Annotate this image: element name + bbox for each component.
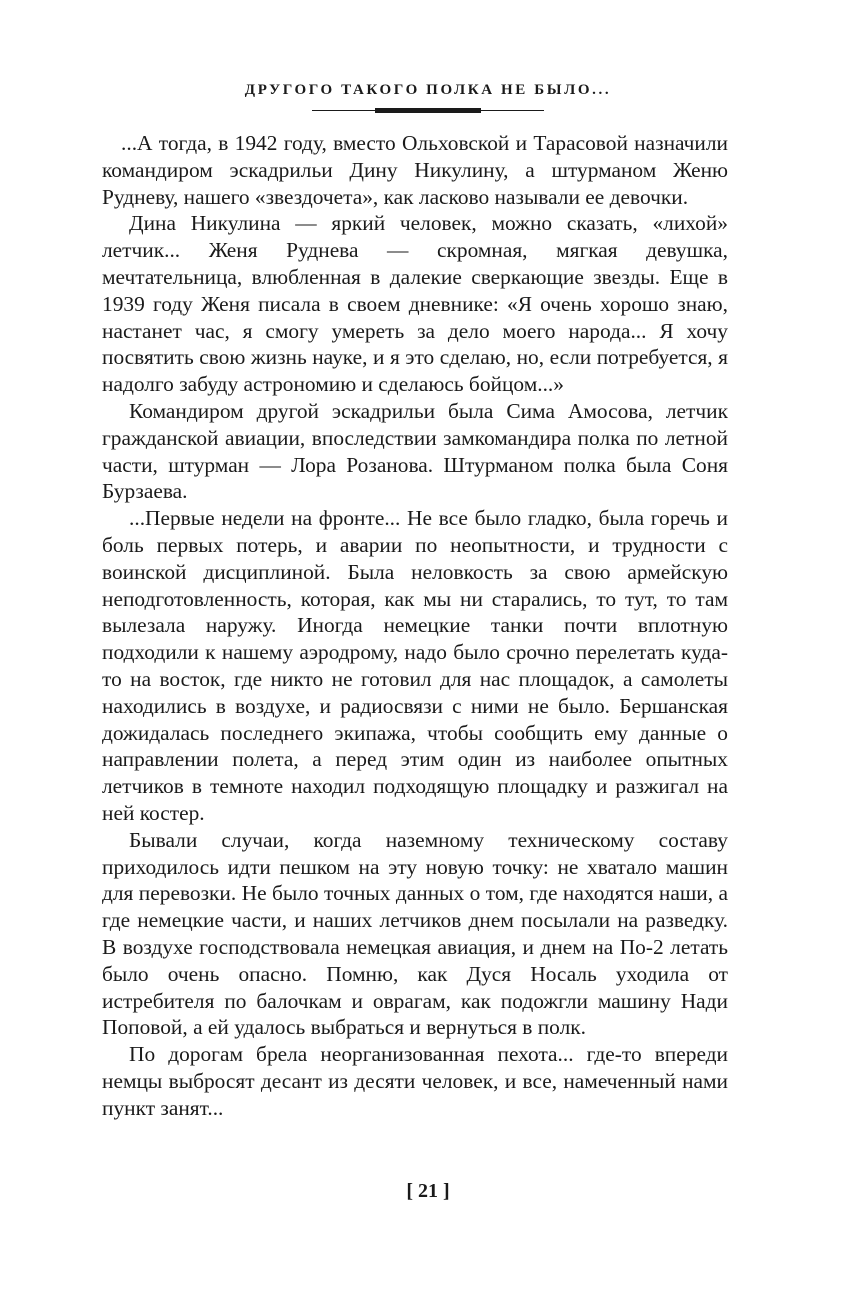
paragraph: Бывали случаи, когда наземному техническому составу приходилось идти пешком на эту новую точку: не хватало машин для перевозки. Не было точных данных о том, где находятся наши, а где немецкие части, и наших летчиков днем посылали на разведку. В воздухе господствовала немецкая авиация, и днем на По-2 летать было очень опасно. Помню, как Дуся Носаль уходила от истребителя по балочкам и оврагам, как подожгли машину Нади Поповой, а ей удалось выбраться и вернуться в полк.: [102, 827, 728, 1040]
page-number: [ 21 ]: [406, 1180, 450, 1202]
paragraph: Командиром другой эскадрильи была Сима Амосова, летчик гражданской авиации, впоследствии замкомандира полка по летной части, штурман — Лора Розанова. Штурманом полка была Соня Бурзаева.: [102, 398, 728, 504]
paragraph: ...Первые недели на фронте... Не все было гладко, была горечь и боль первых потерь, и аварии по неопытности, и трудности с воинской дисциплиной. Была неловкость за свою армейскую неподготовленность, которая, как мы ни старались, то тут, то там вылезала наружу. Иногда немецкие танки почти вплотную подходили к нашему аэродрому, надо было срочно перелетать куда-то на восток, где никто не готовил для нас площадок, а самолеты находились в воздухе, и радиосвязи с ними не было. Бершанская дожидалась последнего экипажа, чтобы сообщить ему данные о направлении полета, а перед этим один из наиболее опытных летчиков в темноте находил подходящую площадку и разжигал на ней костер.: [102, 506, 728, 825]
running-head: ДРУГОГО ТАКОГО ПОЛКА НЕ БЫЛО...: [244, 82, 612, 98]
body-text: [102, 130, 728, 1121]
paragraph: ...А тогда, в 1942 году, вместо Ольховской и Тарасовой назначили командиром эскадрильи Дину Никулину, а штурманом Женю Рудневу, нашего «звездочета», как ласково называли ее девочки.: [102, 131, 728, 209]
paragraph: По дорогам брела неорганизованная пехота... где-то впереди немцы выбросят десант из десяти человек, и все, намеченный нами пункт занят...: [102, 1042, 728, 1120]
header-rule-thick: [375, 108, 481, 113]
paragraph: Дина Никулина — яркий человек, можно сказать, «лихой» летчик... Женя Руднева — скромная, мягкая девушка, мечтательница, влюбленная в далекие сверкающие звезды. Еще в 1939 году Женя писала в своем дневнике: «Я очень хорошо знаю, настанет час, я смогу умереть за дело моего народа... Я хочу посвятить свою жизнь науке, и я это сделаю, но, если потребуется, я надолго забуду астрономию и сделаюсь бойцом...»: [102, 211, 728, 397]
